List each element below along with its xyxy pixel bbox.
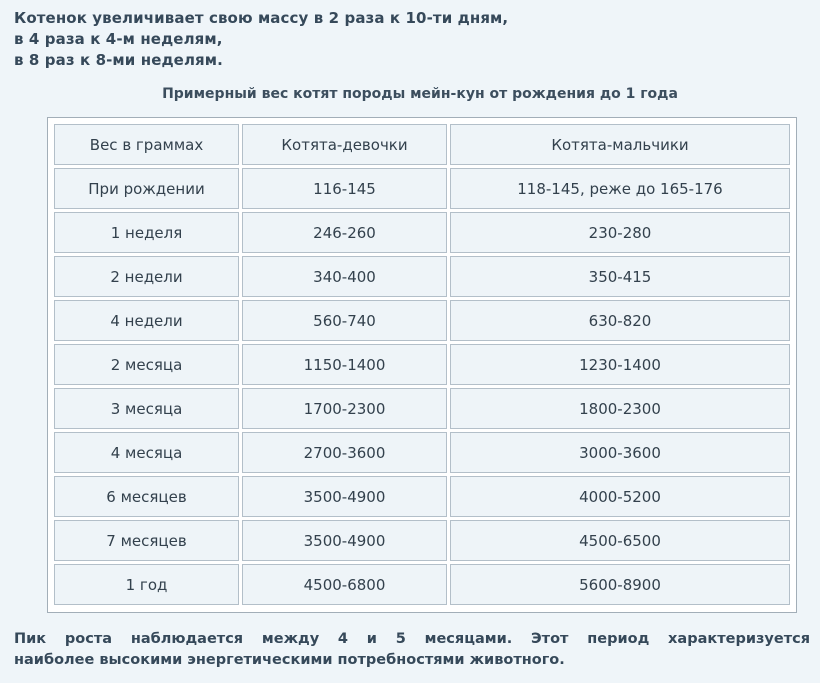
girls-weight-cell: 246-260 [242, 212, 447, 253]
table-caption: Примерный вес котят породы мейн-кун от рождения до 1 года [162, 86, 678, 102]
boys-weight-cell: 118-145, реже до 165-176 [450, 168, 790, 209]
girls-weight-cell: 1150-1400 [242, 344, 447, 385]
column-header: Котята-девочки [242, 124, 447, 165]
girls-weight-cell: 3500-4900 [242, 476, 447, 517]
table-row [54, 344, 790, 385]
boys-weight-cell: 4000-5200 [450, 476, 790, 517]
table-row [54, 168, 790, 209]
age-cell: При рождении [54, 168, 239, 209]
outro-line: Пик роста наблюдается между 4 и 5 месяцами. Этот период характеризуется [14, 631, 810, 647]
age-cell: 2 месяца [54, 344, 239, 385]
girls-weight-cell: 340-400 [242, 256, 447, 297]
table-row [54, 520, 790, 561]
girls-weight-cell: 3500-4900 [242, 520, 447, 561]
boys-weight-cell: 230-280 [450, 212, 790, 253]
boys-weight-cell: 5600-8900 [450, 564, 790, 605]
table-row [54, 300, 790, 341]
age-cell: 7 месяцев [54, 520, 239, 561]
table-row [54, 256, 790, 297]
outro-line: наиболее высокими энергетическими потребностями животного. [14, 652, 565, 668]
age-cell: 1 год [54, 564, 239, 605]
age-cell: 4 недели [54, 300, 239, 341]
girls-weight-cell: 560-740 [242, 300, 447, 341]
girls-weight-cell: 1700-2300 [242, 388, 447, 429]
age-cell: 6 месяцев [54, 476, 239, 517]
boys-weight-cell: 630-820 [450, 300, 790, 341]
table-row [54, 432, 790, 473]
outro-text [14, 629, 810, 671]
age-cell: 3 месяца [54, 388, 239, 429]
intro-line: Котенок увеличивает свою массу в 2 раза к 10-ти дням, [14, 9, 509, 27]
intro-line: в 4 раза к 4-м неделям, [14, 30, 223, 48]
boys-weight-cell: 3000-3600 [450, 432, 790, 473]
boys-weight-cell: 1230-1400 [450, 344, 790, 385]
column-header: Вес в граммах [54, 124, 239, 165]
intro-line: в 8 раз к 8-ми неделям. [14, 51, 223, 69]
boys-weight-cell: 1800-2300 [450, 388, 790, 429]
weight-table-frame [47, 117, 797, 613]
boys-weight-cell: 4500-6500 [450, 520, 790, 561]
girls-weight-cell: 4500-6800 [242, 564, 447, 605]
column-header: Котята-мальчики [450, 124, 790, 165]
age-cell: 1 неделя [54, 212, 239, 253]
table-row [54, 476, 790, 517]
table-row [54, 564, 790, 605]
age-cell: 4 месяца [54, 432, 239, 473]
table-row [54, 388, 790, 429]
weight-table [51, 121, 793, 608]
table-row [54, 212, 790, 253]
table-header-row [54, 124, 790, 165]
age-cell: 2 недели [54, 256, 239, 297]
girls-weight-cell: 116-145 [242, 168, 447, 209]
boys-weight-cell: 350-415 [450, 256, 790, 297]
girls-weight-cell: 2700-3600 [242, 432, 447, 473]
intro-text [14, 8, 508, 71]
